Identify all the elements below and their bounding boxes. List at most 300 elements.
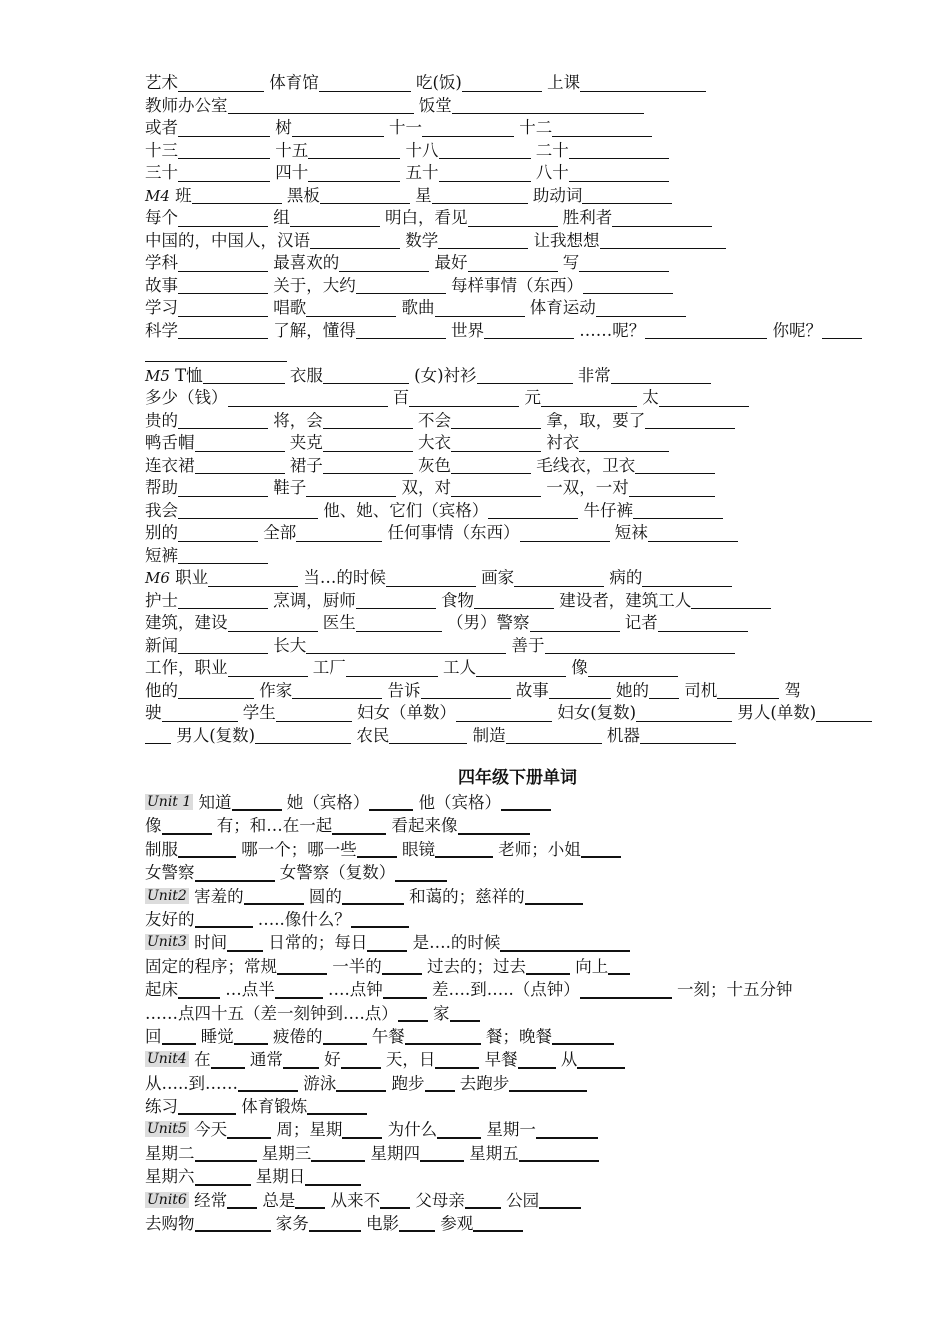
answer-blank[interactable] [228, 390, 388, 407]
vocab-item [451, 320, 574, 343]
vocab-word: 十二 [519, 118, 553, 137]
answer-blank[interactable] [178, 165, 270, 182]
vocab-item [563, 252, 670, 275]
answer-blank[interactable] [307, 1097, 367, 1115]
vocab-item [324, 1048, 381, 1071]
answer-blank[interactable] [579, 435, 669, 452]
vocab-item [145, 522, 258, 545]
answer-blank[interactable] [203, 367, 285, 384]
vocab-item [413, 931, 631, 954]
answer-blank[interactable] [476, 660, 566, 677]
answer-blank[interactable] [536, 1121, 598, 1139]
vocab-item [737, 702, 872, 725]
answer-blank[interactable] [357, 840, 397, 858]
answer-blank[interactable] [208, 570, 298, 587]
answer-blank[interactable] [356, 615, 442, 632]
answer-blank[interactable] [473, 1214, 523, 1232]
vocab-item [290, 455, 413, 478]
answer-blank[interactable] [339, 255, 429, 272]
vocab-item [578, 365, 711, 388]
answer-blank[interactable] [435, 300, 525, 317]
answer-blank[interactable] [389, 727, 467, 744]
vocab-word: 今天 [194, 1120, 228, 1140]
answer-blank[interactable] [178, 502, 318, 519]
answer-blank[interactable] [816, 705, 872, 722]
vocab-word: 知道 [198, 793, 232, 812]
answer-blank[interactable] [425, 1074, 455, 1092]
vocab-item [441, 590, 554, 613]
vocab-word: 机器 [606, 725, 640, 745]
answer-blank[interactable] [309, 1214, 361, 1232]
vocab-line [145, 95, 890, 118]
answer-blank[interactable] [232, 793, 282, 811]
answer-blank[interactable] [342, 1121, 382, 1139]
vocab-line [145, 230, 890, 253]
vocab-word: 裙子 [289, 455, 323, 475]
vocab-item [225, 978, 323, 1001]
answer-blank[interactable] [195, 864, 275, 882]
vocab-word: 数学 [405, 230, 439, 250]
answer-blank[interactable] [228, 660, 308, 677]
vocab-item [530, 297, 686, 320]
answer-blank[interactable] [192, 187, 282, 204]
vocab-item [145, 387, 388, 410]
answer-blank[interactable] [435, 1051, 479, 1069]
answer-blank[interactable] [530, 615, 620, 632]
answer-blank[interactable] [451, 480, 541, 497]
answer-blank[interactable] [582, 187, 672, 204]
answer-blank[interactable] [545, 637, 735, 654]
vocab-item [145, 1212, 271, 1235]
answer-blank[interactable] [336, 1074, 386, 1092]
vocab-item [773, 320, 863, 343]
vocab-word: 练习 [145, 1097, 178, 1117]
vocab-item [145, 1095, 236, 1118]
answer-blank[interactable] [332, 817, 386, 835]
vocab-item [303, 567, 476, 590]
answer-blank[interactable] [162, 705, 238, 722]
vocab-line [145, 162, 890, 185]
answer-blank[interactable] [506, 727, 602, 744]
vocab-item [557, 702, 732, 725]
answer-blank[interactable] [195, 1144, 257, 1162]
answer-blank[interactable] [474, 592, 554, 609]
answer-blank[interactable] [611, 367, 711, 384]
answer-blank[interactable] [422, 120, 514, 137]
vocab-item [402, 838, 493, 861]
vocab-item [145, 207, 268, 230]
vocab-item [443, 657, 566, 680]
answer-blank[interactable] [311, 1144, 365, 1162]
vocab-word: 职业 [175, 568, 209, 587]
vocab-word: 科学 [145, 320, 178, 340]
answer-blank[interactable] [648, 525, 738, 542]
answer-blank[interactable] [323, 457, 413, 474]
answer-blank[interactable] [178, 255, 268, 272]
answer-blank[interactable] [323, 435, 413, 452]
vocab-line [145, 72, 890, 95]
vocab-word: 医生 [322, 613, 356, 632]
answer-blank[interactable] [458, 817, 530, 835]
answer-blank[interactable] [468, 255, 558, 272]
answer-blank[interactable] [178, 480, 268, 497]
answer-blank[interactable] [514, 570, 604, 587]
answer-blank[interactable] [399, 1214, 435, 1232]
vocab-line [145, 185, 890, 208]
vocab-word: 周；星期 [276, 1120, 343, 1140]
answer-blank[interactable] [600, 232, 726, 249]
answer-blank[interactable] [658, 615, 748, 632]
answer-blank[interactable] [450, 1004, 480, 1022]
answer-blank[interactable] [275, 981, 323, 999]
answer-blank[interactable] [462, 75, 542, 92]
answer-blank[interactable] [308, 142, 400, 159]
vocab-item [415, 185, 528, 208]
answer-blank[interactable] [178, 120, 270, 137]
vocab-word: 二十 [535, 140, 569, 160]
answer-blank[interactable] [569, 142, 669, 159]
answer-blank[interactable] [577, 1051, 625, 1069]
answer-blank[interactable] [525, 887, 583, 905]
vocab-item [256, 1165, 362, 1188]
answer-blank[interactable] [178, 142, 270, 159]
vocab-item [273, 297, 396, 320]
answer-blank[interactable] [569, 165, 669, 182]
answer-blank[interactable] [255, 727, 351, 744]
answer-blank[interactable] [465, 1191, 501, 1209]
answer-blank[interactable] [292, 120, 384, 137]
answer-blank[interactable] [178, 547, 268, 564]
answer-blank[interactable] [439, 142, 531, 159]
answer-blank[interactable] [295, 1191, 325, 1209]
vocab-word: 衣服 [289, 365, 323, 385]
vocab-item [201, 1025, 268, 1048]
answer-blank[interactable] [162, 817, 212, 835]
vocab-word: （男）警察 [447, 613, 530, 632]
vocab-item [432, 978, 672, 1001]
vocab-item [145, 95, 414, 118]
answer-blank[interactable] [477, 367, 573, 384]
answer-blank[interactable] [539, 1191, 581, 1209]
answer-blank[interactable] [382, 957, 422, 975]
vocab-line [145, 387, 890, 410]
answer-blank[interactable] [351, 910, 409, 928]
answer-blank[interactable] [195, 910, 253, 928]
answer-blank[interactable] [178, 322, 268, 339]
vocab-section-modules [145, 72, 890, 747]
answer-blank[interactable] [319, 75, 411, 92]
vocab-word: 四十 [275, 163, 309, 182]
vocab-item [642, 387, 749, 410]
vocab-line [145, 1212, 890, 1235]
vocab-line [145, 275, 890, 298]
vocab-item [176, 725, 351, 748]
answer-blank[interactable] [518, 1051, 556, 1069]
answer-blank[interactable] [549, 682, 611, 699]
answer-blank[interactable] [367, 934, 407, 952]
vocab-item [273, 635, 506, 658]
answer-blank[interactable] [178, 525, 258, 542]
answer-blank[interactable] [395, 864, 447, 882]
answer-blank[interactable] [342, 887, 404, 905]
answer-blank[interactable] [178, 412, 268, 429]
vocab-item [145, 955, 327, 978]
answer-blank[interactable] [588, 660, 678, 677]
vocab-word: 帮助 [145, 478, 178, 497]
vocab-word: 教师办公室 [145, 95, 228, 115]
answer-blank[interactable] [356, 322, 446, 339]
answer-blank[interactable] [178, 592, 268, 609]
vocab-line [145, 1025, 890, 1048]
answer-blank[interactable] [178, 637, 268, 654]
answer-blank[interactable] [178, 1097, 236, 1115]
answer-blank[interactable] [398, 1004, 428, 1022]
answer-blank[interactable] [323, 412, 413, 429]
answer-blank[interactable] [583, 277, 673, 294]
answer-blank[interactable] [228, 97, 414, 114]
vocab-item [512, 635, 735, 658]
answer-blank[interactable] [244, 887, 304, 905]
answer-blank[interactable] [642, 570, 732, 587]
answer-blank[interactable] [645, 322, 767, 339]
answer-blank[interactable] [717, 682, 779, 699]
answer-blank[interactable] [437, 1121, 481, 1139]
answer-blank[interactable] [308, 165, 400, 182]
answer-blank[interactable] [488, 502, 578, 519]
answer-blank[interactable] [500, 934, 630, 952]
answer-blank[interactable] [369, 793, 413, 811]
vocab-item [388, 680, 511, 703]
answer-blank[interactable] [227, 1191, 257, 1209]
answer-blank[interactable] [195, 1168, 251, 1186]
vocab-line [145, 410, 890, 433]
answer-blank[interactable] [501, 793, 551, 811]
vocab-item [427, 955, 570, 978]
vocab-word: 固定的程序；常规 [145, 956, 277, 976]
answer-blank[interactable] [356, 592, 436, 609]
answer-blank[interactable] [306, 300, 396, 317]
answer-blank[interactable] [580, 75, 706, 92]
answer-blank[interactable] [596, 300, 686, 317]
vocab-word: 最好 [434, 253, 468, 272]
answer-blank[interactable] [306, 637, 506, 654]
vocab-word: 最喜欢的 [273, 253, 340, 272]
answer-blank[interactable] [195, 457, 285, 474]
answer-blank[interactable] [341, 1051, 381, 1069]
vocab-word: 十八 [405, 140, 439, 160]
answer-blank[interactable] [211, 1051, 245, 1069]
answer-blank[interactable] [649, 682, 679, 699]
vocab-word: 妇女(复数) [557, 703, 637, 722]
vocab-item [290, 365, 409, 388]
answer-blank[interactable] [421, 682, 511, 699]
vocab-word: 学生 [242, 703, 276, 722]
vocab-line [145, 702, 890, 725]
answer-blank[interactable] [633, 502, 723, 519]
answer-blank[interactable] [405, 1027, 481, 1045]
answer-blank[interactable] [519, 1144, 599, 1162]
answer-blank[interactable] [283, 1051, 319, 1069]
answer-blank[interactable] [305, 1168, 361, 1186]
answer-blank[interactable] [420, 1144, 464, 1162]
answer-blank[interactable] [659, 390, 749, 407]
answer-blank[interactable] [822, 322, 862, 339]
answer-blank[interactable] [178, 840, 236, 858]
vocab-word: 让我想想 [533, 230, 600, 250]
answer-blank[interactable] [452, 97, 644, 114]
answer-blank[interactable] [439, 165, 531, 182]
answer-blank[interactable] [432, 187, 528, 204]
vocab-item [559, 590, 771, 613]
vocab-item [419, 791, 552, 814]
answer-blank[interactable] [691, 592, 771, 609]
vocab-item [313, 657, 438, 680]
answer-blank[interactable] [435, 840, 493, 858]
vocab-word: 长大 [273, 635, 307, 655]
answer-blank[interactable] [234, 1027, 268, 1045]
answer-blank[interactable] [195, 1214, 271, 1232]
vocab-item [276, 1118, 382, 1141]
vocab-word: 十一 [389, 118, 422, 137]
answer-blank[interactable] [145, 345, 287, 362]
vocab-item [145, 230, 400, 253]
answer-blank[interactable] [456, 705, 552, 722]
unit-tag: Unit3 [147, 934, 187, 951]
answer-blank[interactable] [296, 525, 382, 542]
answer-blank[interactable] [290, 210, 380, 227]
answer-blank[interactable] [612, 210, 712, 227]
answer-blank[interactable] [581, 840, 621, 858]
vocab-word: 唱歌 [273, 298, 307, 317]
vocab-word: 星期五 [469, 1143, 519, 1163]
answer-blank[interactable] [386, 570, 476, 587]
answer-blank[interactable] [635, 457, 715, 474]
vocab-item [275, 140, 400, 163]
vocab-item [328, 978, 427, 1001]
answer-blank[interactable] [526, 957, 570, 975]
vocab-item [516, 680, 611, 703]
vocab-word: 制服 [145, 839, 178, 859]
vocab-word: 向上 [575, 956, 609, 976]
answer-blank[interactable] [640, 727, 736, 744]
answer-blank[interactable] [178, 75, 264, 92]
vocab-item [273, 207, 380, 230]
vocab-word: 星期六 [145, 1167, 195, 1187]
answer-blank[interactable] [451, 412, 541, 429]
vocab-word: 圆的 [308, 886, 342, 906]
vocab-line [145, 432, 890, 455]
answer-blank[interactable] [509, 1074, 587, 1092]
vocab-word: 是….的时候 [412, 933, 501, 953]
answer-blank[interactable] [178, 210, 268, 227]
vocab-item [607, 725, 736, 748]
vocab-word: 了解，懂得 [273, 320, 356, 340]
answer-blank[interactable] [320, 187, 410, 204]
vocab-item [273, 320, 446, 343]
vocab-word: 世界 [451, 320, 484, 340]
answer-blank[interactable] [580, 981, 672, 999]
vocab-item [525, 387, 638, 410]
answer-blank[interactable] [306, 480, 396, 497]
vocab-word: (女)衬衫 [414, 365, 477, 385]
answer-blank[interactable] [277, 957, 327, 975]
unit-tag: Unit4 [147, 1051, 187, 1068]
answer-blank[interactable] [383, 981, 427, 999]
answer-blank[interactable] [227, 1121, 271, 1139]
answer-blank[interactable] [162, 1027, 196, 1045]
vocab-item [145, 908, 253, 931]
unit-tag: Unit6 [147, 1191, 187, 1208]
answer-blank[interactable] [629, 480, 715, 497]
answer-blank[interactable] [552, 1027, 614, 1045]
answer-blank[interactable] [238, 1074, 298, 1092]
answer-blank[interactable] [276, 705, 352, 722]
answer-blank[interactable] [579, 255, 669, 272]
answer-blank[interactable] [346, 660, 438, 677]
answer-blank[interactable] [356, 277, 446, 294]
answer-blank[interactable] [292, 682, 382, 699]
answer-blank[interactable] [409, 390, 519, 407]
answer-blank[interactable] [451, 457, 531, 474]
answer-blank[interactable] [228, 615, 318, 632]
vocab-line [145, 545, 890, 568]
vocab-word: 星 [415, 185, 432, 205]
answer-blank[interactable] [645, 412, 735, 429]
answer-blank[interactable] [552, 120, 652, 137]
answer-blank[interactable] [227, 934, 263, 952]
answer-blank[interactable] [323, 1027, 367, 1045]
vocab-item [498, 838, 621, 861]
vocab-word: 日常的；每日 [268, 933, 368, 953]
answer-blank[interactable] [195, 435, 285, 452]
vocab-word: 他的 [145, 680, 178, 700]
answer-blank[interactable] [484, 322, 574, 339]
answer-blank[interactable] [380, 1191, 410, 1209]
answer-blank[interactable] [323, 367, 409, 384]
answer-blank[interactable] [178, 277, 268, 294]
answer-blank[interactable] [178, 300, 268, 317]
answer-blank[interactable] [451, 435, 541, 452]
answer-blank[interactable] [608, 957, 630, 975]
answer-blank[interactable] [145, 727, 171, 744]
vocab-word: 短袜 [614, 523, 648, 542]
answer-blank[interactable] [178, 682, 254, 699]
answer-blank[interactable] [520, 525, 610, 542]
vocab-word: 你呢？ [772, 320, 822, 340]
vocab-item [269, 72, 411, 95]
vocab-word: 工厂 [312, 658, 346, 677]
vocab-word: 天，日 [385, 1050, 436, 1070]
answer-blank[interactable] [541, 390, 637, 407]
vocab-word: 家 [433, 1003, 450, 1023]
vocab-item [536, 140, 669, 163]
answer-blank[interactable] [636, 705, 732, 722]
vocab-item [273, 590, 436, 613]
vocab-line [145, 931, 890, 954]
answer-blank[interactable] [468, 210, 558, 227]
vocab-item [145, 432, 285, 455]
answer-blank[interactable] [438, 232, 528, 249]
vocab-item [388, 522, 610, 545]
answer-blank[interactable] [178, 981, 220, 999]
vocab-item [533, 185, 673, 208]
vocab-item [309, 885, 404, 908]
vocab-word: 贵的 [145, 410, 178, 430]
vocab-word: 灰色 [418, 455, 451, 475]
vocab-word: 总是 [262, 1190, 296, 1210]
vocab-item [199, 791, 282, 814]
answer-blank[interactable] [310, 232, 400, 249]
